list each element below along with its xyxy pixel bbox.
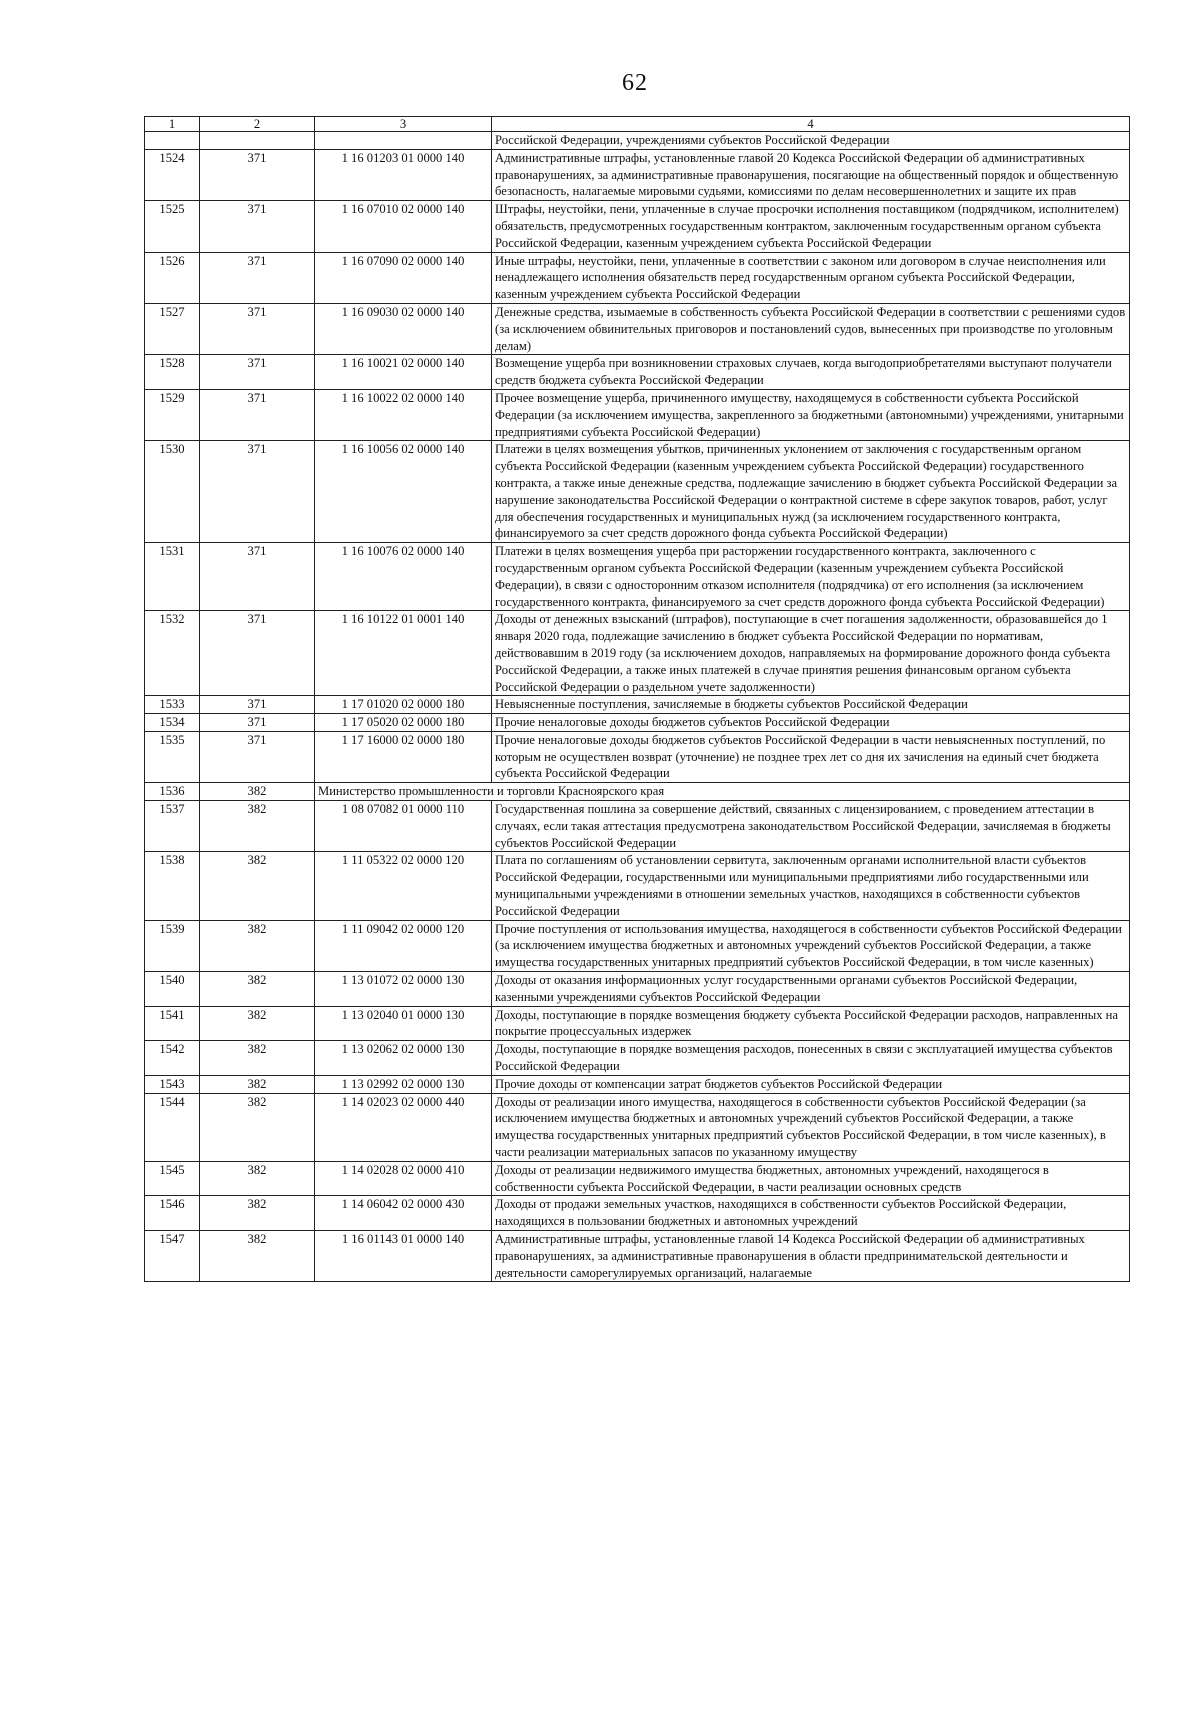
income-description: Доходы, поступающие в порядке возмещения бюджету субъекта Российской Федерации расходов, направленных на покрытие процессуальных издержек xyxy=(492,1006,1130,1041)
admin-code: 382 xyxy=(200,1041,315,1076)
admin-code: 382 xyxy=(200,1231,315,1282)
row-number: 1534 xyxy=(145,714,200,732)
admin-code: 371 xyxy=(200,355,315,390)
income-description: Доходы от денежных взысканий (штрафов), поступающие в счет погашения задолженности, образовавшейся до 1 января 2020 года, подлежащие зачислению в бюджет субъекта Российской Федерации по нормативам, действовавшим в 2019 году (за исключением доходов, направляемых на формирование дорожного фонда субъекта Российской Федерации, а также иных платежей в случае принятия решения финансовым органом субъекта Российской Федерации о раздельном учете задолженности) xyxy=(492,611,1130,696)
admin-code: 371 xyxy=(200,731,315,782)
budget-code: 1 16 10021 02 0000 140 xyxy=(315,355,492,390)
budget-code: 1 16 09030 02 0000 140 xyxy=(315,303,492,354)
row-number: 1540 xyxy=(145,972,200,1007)
income-description: Прочее возмещение ущерба, причиненного имуществу, находящемуся в собственности субъекта Российской Федерации (за исключением имущества, закрепленного за бюджетными (автономными) учреждениями, унитарными предприятиями субъекта Российской Федерации) xyxy=(492,389,1130,440)
income-description: Плата по соглашениям об установлении сервитута, заключенным органами исполнительной власти субъектов Российской Федерации, государственными или муниципальными предприятиями либо государственными или муниципальными учреждениями в отношении земельных участков, находящихся в собственности субъектов Российской Федерации xyxy=(492,852,1130,920)
row-number: 1537 xyxy=(145,801,200,852)
budget-code: 1 14 02023 02 0000 440 xyxy=(315,1093,492,1161)
table-row xyxy=(145,1075,1130,1093)
table-row xyxy=(145,1231,1130,1282)
continuation-row xyxy=(145,132,1130,150)
row-number: 1541 xyxy=(145,1006,200,1041)
row-number: 1524 xyxy=(145,149,200,200)
row-number: 1547 xyxy=(145,1231,200,1282)
row-number: 1544 xyxy=(145,1093,200,1161)
admin-code: 371 xyxy=(200,714,315,732)
admin-code: 371 xyxy=(200,149,315,200)
row-number: 1543 xyxy=(145,1075,200,1093)
budget-classification-table xyxy=(144,116,1130,1282)
table-row xyxy=(145,696,1130,714)
budget-code: 1 11 05322 02 0000 120 xyxy=(315,852,492,920)
budget-code: 1 16 10076 02 0000 140 xyxy=(315,543,492,611)
budget-code: 1 13 02992 02 0000 130 xyxy=(315,1075,492,1093)
income-description: Денежные средства, изымаемые в собственность субъекта Российской Федерации в соответствии с решениями судов (за исключением обвинительных приговоров и постановлений судов, вынесенных при производстве по уголовным делам) xyxy=(492,303,1130,354)
table-row xyxy=(145,852,1130,920)
row-number: 1542 xyxy=(145,1041,200,1076)
income-description: Платежи в целях возмещения ущерба при расторжении государственного контракта, заключенного с государственным органом субъекта Российской Федерации (казенным учреждением субъекта Российской Федерации), в связи с односторонним отказом исполнителя (подрядчика) от его исполнения (за исключением государственного контракта, финансируемого за счет средств дорожного фонда субъекта Российской Федерации) xyxy=(492,543,1130,611)
income-description: Доходы от продажи земельных участков, находящихся в собственности субъектов Российской Федерации, находящихся в пользовании бюджетных и автономных учреждений xyxy=(492,1196,1130,1231)
row-number: 1525 xyxy=(145,201,200,252)
row-number: 1531 xyxy=(145,543,200,611)
admin-code: 382 xyxy=(200,920,315,971)
admin-code: 382 xyxy=(200,1161,315,1196)
budget-code: 1 14 06042 02 0000 430 xyxy=(315,1196,492,1231)
row-number: 1528 xyxy=(145,355,200,390)
table-row xyxy=(145,252,1130,303)
admin-code: 382 xyxy=(200,1196,315,1231)
row-number: 1527 xyxy=(145,303,200,354)
admin-code: 371 xyxy=(200,543,315,611)
budget-code: 1 17 16000 02 0000 180 xyxy=(315,731,492,782)
budget-code: 1 16 01203 01 0000 140 xyxy=(315,149,492,200)
table-header-row xyxy=(145,117,1130,132)
row-number: 1535 xyxy=(145,731,200,782)
admin-code: 371 xyxy=(200,696,315,714)
table-row xyxy=(145,1041,1130,1076)
row-number: 1538 xyxy=(145,852,200,920)
table-row xyxy=(145,611,1130,696)
admin-code: 371 xyxy=(200,252,315,303)
income-description: Прочие поступления от использования имущества, находящегося в собственности субъектов Российской Федерации (за исключением имущества бюджетных и автономных учреждений субъектов Российской Федерации, а также имущества государственных унитарных предприятий субъектов Российской Федерации, в том числе казенных) xyxy=(492,920,1130,971)
budget-code: 1 13 01072 02 0000 130 xyxy=(315,972,492,1007)
budget-code: 1 16 10122 01 0001 140 xyxy=(315,611,492,696)
administrator-name: Министерство промышленности и торговли Красноярского края xyxy=(315,783,1130,801)
table-row xyxy=(145,355,1130,390)
budget-code: 1 11 09042 02 0000 120 xyxy=(315,920,492,971)
budget-code: 1 13 02040 01 0000 130 xyxy=(315,1006,492,1041)
admin-code: 382 xyxy=(200,1093,315,1161)
column-header: 1 xyxy=(145,117,200,132)
income-description: Невыясненные поступления, зачисляемые в бюджеты субъектов Российской Федерации xyxy=(492,696,1130,714)
budget-code: 1 17 05020 02 0000 180 xyxy=(315,714,492,732)
admin-code: 371 xyxy=(200,201,315,252)
column-header: 3 xyxy=(315,117,492,132)
income-description: Прочие доходы от компенсации затрат бюджетов субъектов Российской Федерации xyxy=(492,1075,1130,1093)
income-description: Штрафы, неустойки, пени, уплаченные в случае просрочки исполнения поставщиком (подрядчиком, исполнителем) обязательств, предусмотренных государственным контрактом, заключенным государственным органом субъекта Российской Федерации, казенным учреждением субъекта Российской Федерации xyxy=(492,201,1130,252)
admin-code: 371 xyxy=(200,611,315,696)
budget-code: 1 14 02028 02 0000 410 xyxy=(315,1161,492,1196)
income-description: Платежи в целях возмещения убытков, причиненных уклонением от заключения с государственным органом субъекта Российской Федерации (казенным учреждением субъекта Российской Федерации) государственного контракта, а также иные денежные средства, подлежащие зачислению в бюджет субъекта Российской Федерации за нарушение законодательства Российской Федерации о контрактной системе в сфере закупок товаров, работ, услуг для обеспечения государственных и муниципальных нужд (за исключением государственного контракта, финансируемого за счет средств дорожного фонда субъекта Российской Федерации) xyxy=(492,441,1130,543)
income-description: Доходы от реализации иного имущества, находящегося в собственности субъектов Российской Федерации (за исключением имущества бюджетных и автономных учреждений субъектов Российской Федерации, а также имущества государственных унитарных предприятий субъектов Российской Федерации, в том числе казенных), в части реализации материальных запасов по указанному имуществу xyxy=(492,1093,1130,1161)
row-number: 1539 xyxy=(145,920,200,971)
page-number: 62 xyxy=(622,70,648,96)
income-description: Доходы от реализации недвижимого имущества бюджетных, автономных учреждений, находящегося в собственности субъекта Российской Федерации, в части реализации основных средств xyxy=(492,1161,1130,1196)
budget-code: 1 08 07082 01 0000 110 xyxy=(315,801,492,852)
table-row xyxy=(145,1006,1130,1041)
admin-code: 371 xyxy=(200,303,315,354)
table-row xyxy=(145,1161,1130,1196)
admin-code: 371 xyxy=(200,441,315,543)
budget-code: 1 17 01020 02 0000 180 xyxy=(315,696,492,714)
table-row xyxy=(145,543,1130,611)
budget-code: 1 16 10056 02 0000 140 xyxy=(315,441,492,543)
continuation-text: Российской Федерации, учреждениями субъектов Российской Федерации xyxy=(492,132,1130,150)
admin-code: 382 xyxy=(200,1075,315,1093)
budget-code: 1 16 07090 02 0000 140 xyxy=(315,252,492,303)
row-number: 1526 xyxy=(145,252,200,303)
income-description: Доходы от оказания информационных услуг государственными органами субъектов Российской Федерации, казенными учреждениями субъектов Российской Федерации xyxy=(492,972,1130,1007)
row-number: 1533 xyxy=(145,696,200,714)
table-row xyxy=(145,731,1130,782)
admin-code: 382 xyxy=(200,1006,315,1041)
table-row xyxy=(145,801,1130,852)
income-description: Административные штрафы, установленные главой 20 Кодекса Российской Федерации об административных правонарушениях, за административные правонарушения, посягающие на общественный порядок и общественную безопасность, налагаемые мировыми судьями, комиссиями по делам несовершеннолетних и защите их прав xyxy=(492,149,1130,200)
income-description: Государственная пошлина за совершение действий, связанных с лицензированием, с проведением аттестации в случаях, если такая аттестация предусмотрена законодательством Российской Федерации, зачисляемая в бюджеты субъектов Российской Федерации xyxy=(492,801,1130,852)
income-description: Прочие неналоговые доходы бюджетов субъектов Российской Федерации xyxy=(492,714,1130,732)
column-header: 2 xyxy=(200,117,315,132)
table-row xyxy=(145,972,1130,1007)
table-row xyxy=(145,714,1130,732)
table-row xyxy=(145,201,1130,252)
income-description: Административные штрафы, установленные главой 14 Кодекса Российской Федерации об административных правонарушениях, за административные правонарушения в области предпринимательской деятельности и деятельности саморегулируемых организаций, налагаемые xyxy=(492,1231,1130,1282)
table-row xyxy=(145,303,1130,354)
income-description: Возмещение ущерба при возникновении страховых случаев, когда выгодоприобретателями выступают получатели средств бюджета субъекта Российской Федерации xyxy=(492,355,1130,390)
row-number: 1530 xyxy=(145,441,200,543)
table-row xyxy=(145,441,1130,543)
row-number: 1532 xyxy=(145,611,200,696)
table-row xyxy=(145,389,1130,440)
income-description: Доходы, поступающие в порядке возмещения расходов, понесенных в связи с эксплуатацией имущества субъектов Российской Федерации xyxy=(492,1041,1130,1076)
table-row xyxy=(145,783,1130,801)
admin-code: 382 xyxy=(200,972,315,1007)
admin-code: 371 xyxy=(200,389,315,440)
income-description: Иные штрафы, неустойки, пени, уплаченные в соответствии с законом или договором в случае неисполнения или ненадлежащего исполнения обязательств перед государственным органом субъекта Российской Федерации, казенным учреждением субъекта Российской Федерации xyxy=(492,252,1130,303)
income-description: Прочие неналоговые доходы бюджетов субъектов Российской Федерации в части невыясненных поступлений, по которым не осуществлен возврат (уточнение) не позднее трех лет со дня их зачисления на единый счет бюджета субъекта Российской Федерации xyxy=(492,731,1130,782)
budget-code: 1 16 01143 01 0000 140 xyxy=(315,1231,492,1282)
row-number: 1529 xyxy=(145,389,200,440)
column-header: 4 xyxy=(492,117,1130,132)
row-number: 1546 xyxy=(145,1196,200,1231)
table-row xyxy=(145,149,1130,200)
row-number: 1545 xyxy=(145,1161,200,1196)
row-number: 1536 xyxy=(145,783,200,801)
budget-code: 1 16 10022 02 0000 140 xyxy=(315,389,492,440)
admin-code: 382 xyxy=(200,783,315,801)
table-row xyxy=(145,1196,1130,1231)
table-row xyxy=(145,920,1130,971)
budget-code: 1 16 07010 02 0000 140 xyxy=(315,201,492,252)
budget-code: 1 13 02062 02 0000 130 xyxy=(315,1041,492,1076)
table-row xyxy=(145,1093,1130,1161)
admin-code: 382 xyxy=(200,801,315,852)
admin-code: 382 xyxy=(200,852,315,920)
